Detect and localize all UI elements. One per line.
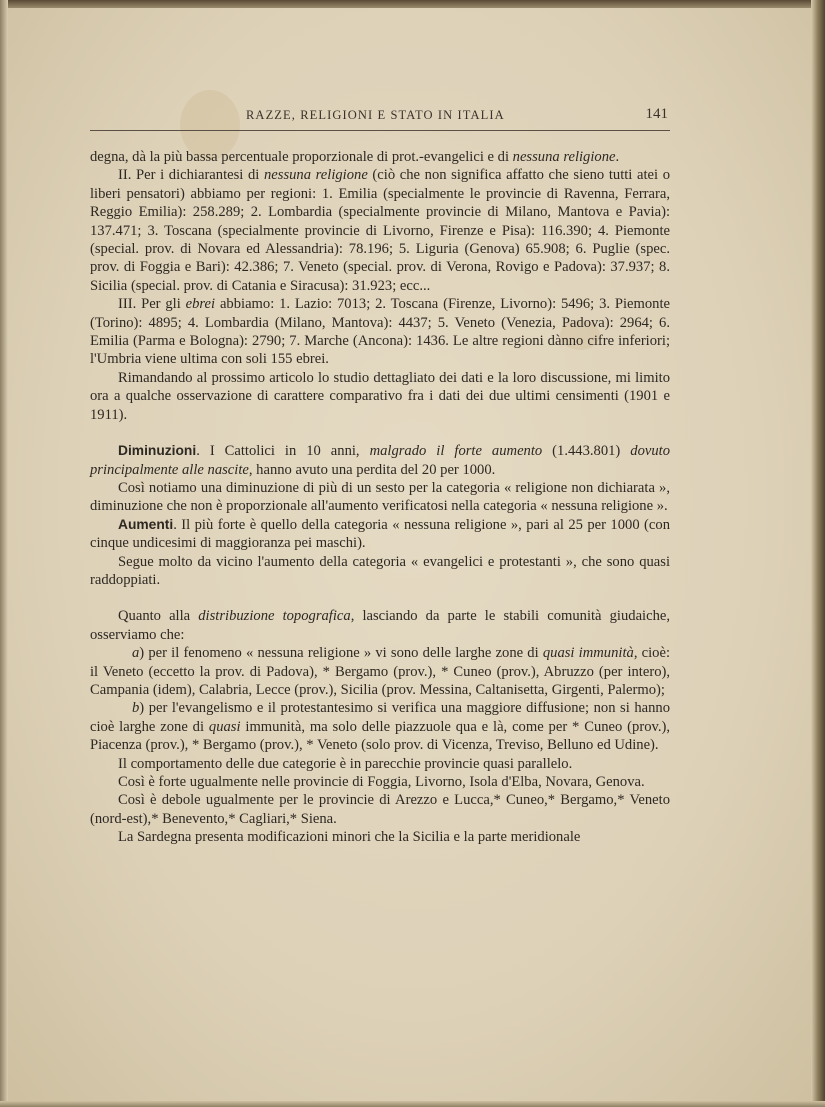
- page-right-edge: [811, 0, 825, 1107]
- italic-text: quasi: [208, 718, 241, 735]
- paragraph: [90, 479, 670, 516]
- paragraph: [90, 166, 670, 295]
- text-run: Così è forte ugualmente nelle provincie di Foggia, Livorno, Isola d'Elba, Novara, Genova.: [118, 774, 645, 790]
- paragraph: [90, 791, 670, 828]
- text-run: II. Per i dichiarantesi di: [118, 167, 264, 184]
- paragraph: [90, 148, 670, 166]
- text-run: . Il più forte è quello della categoria « nessuna religione », pari al 25 per 1000 (con cinque undicesimi di maggioranza pei maschi).: [90, 516, 670, 552]
- text-run: Il comportamento delle due categorie è in parecchie provincie quasi parallelo.: [118, 755, 573, 772]
- page-left-edge: [0, 0, 8, 1107]
- text-run: .: [615, 149, 620, 165]
- text-run: . I Cattolici in 10 anni,: [196, 443, 370, 460]
- text-run: degna, dà la più bassa percentuale proporzionale di prot.-evangelici e di: [90, 149, 513, 165]
- page-number: 141: [645, 106, 668, 122]
- text-run: immunità, ma solo delle piazzuole qua e là, come per * Cuneo (prov.), Piacenza (prov.), * Bergamo (prov.), * Veneto (solo prov. di Vicenza, Treviso, Belluno ed Udine).: [90, 718, 670, 754]
- running-header: [90, 106, 670, 128]
- italic-text: a: [132, 645, 140, 662]
- page-top-edge: [0, 0, 825, 8]
- italic-text: b: [132, 700, 140, 717]
- section-label: Diminuzioni: [118, 443, 197, 459]
- italic-text: dovuto principalmente alle nascite: [90, 443, 670, 478]
- text-run: Segue molto da vicino l'aumento della categoria « evangelici e protestanti », che sono quasi raddoppiati.: [90, 553, 670, 588]
- text-run: , cioè: il Veneto (eccetto la prov. di Padova), * Bergamo (prov.), * Cuneo (prov.), Abruzzo (per intero), Campania (idem), Calabria, Lecce (prov.), Sicilia (prov. Messina, Caltanisetta, Girgenti, Palermo);: [90, 645, 671, 698]
- text-run: La Sardegna presenta modificazioni minori che la Sicilia e la parte meridionale: [118, 829, 581, 846]
- paragraph-spacer: [90, 589, 670, 607]
- paragraph: [90, 442, 670, 479]
- paragraph: [90, 369, 670, 424]
- italic-text: malgrado il forte aumento: [369, 443, 543, 460]
- text-run: Così è debole ugualmente per le provincie di Arezzo e Lucca,* Cuneo,* Bergamo,* Veneto (nord-est),* Benevento,* Cagliari,* Siena.: [90, 792, 670, 827]
- italic-text: nessuna religione: [512, 149, 616, 165]
- text-run: Quanto alla: [118, 608, 199, 625]
- paragraph: [90, 607, 670, 644]
- text-run: , hanno avuto una perdita del 20 per 1000.: [248, 461, 496, 478]
- italic-text: quasi immunità: [542, 645, 634, 662]
- italic-text: ebrei: [185, 296, 216, 313]
- running-title: RAZZE, RELIGIONI E STATO IN ITALIA: [246, 108, 505, 122]
- text-run: (1.443.801): [542, 443, 631, 460]
- text-run: Così notiamo una diminuzione di più di un sesto per la categoria « religione non dichiarata », diminuzione che non è proporzionale all'aumento verificatosi nella categoria « nessuna religione ».: [90, 479, 670, 515]
- text-run: Rimandando al prossimo articolo lo studio dettagliato dei dati e la loro discussione, mi limito ora a qualche osservazione di carattere comparativo fra i dati dei due ultimi censimenti (1901 e 1911).: [90, 369, 670, 423]
- paragraph: [90, 553, 670, 590]
- text-run: (ciò che non significa affatto che sieno tutti atei o liberi pensatori) abbiamo per regioni: 1. Emilia (specialmente le provincie di Ravenna, Ferrara, Reggio Emilia): 258.289; 2. Lombardia (specialmente provincie di Milano, Mantova e Pavia): 137.471; 3. Toscana (specialmente provincie di Livorno, Firenze e Pisa): 116.390; 4. Piemonte (special. prov. di Novara ed Alessandria): 78.196; 5. Liguria (Genova) 65.908; 6. Puglie (spec. prov. di Foggia e Bari): 42.386; 7. Veneto (special. prov. di Verona, Rovigo e Padova): 37.937; 8. Sicilia (special. prov. di Catania e Siracusa): 31.923; ecc...: [90, 167, 670, 294]
- header-rule: [90, 130, 670, 131]
- italic-text: nessuna religione: [263, 167, 368, 184]
- paragraph: [90, 295, 670, 369]
- paragraph: [90, 644, 670, 699]
- paragraph-spacer: [90, 424, 670, 442]
- text-run: abbiamo: 1. Lazio: 7013; 2. Toscana (Firenze, Livorno): 5496; 3. Piemonte (Torino): 4895; 4. Lombardia (Milano, Mantova): 4437; 5. Veneto (Venezia, Padova): 2964; 6. Emilia (Parma e Bologna): 2790; 7. Marche (Ancona): 1436. Le altre regioni dànno cifre inferiori; l'Umbria viene ultima con soli 155 ebrei.: [90, 296, 670, 368]
- text-run: , lasciando da parte le stabili comunità giudaiche, osserviamo che:: [90, 608, 671, 643]
- italic-text: distribuzione topografica: [198, 608, 351, 625]
- text-run: III. Per gli: [118, 296, 186, 313]
- section-label: Aumenti: [118, 516, 174, 532]
- text-run: ) per il fenomeno « nessuna religione » vi sono delle larghe zone di: [139, 645, 543, 662]
- paragraph: [90, 755, 670, 773]
- paragraph: [90, 516, 670, 553]
- paragraph: [90, 773, 670, 791]
- paragraph: [90, 828, 670, 846]
- text-run: ) per l'evangelismo e il protestantesimo si verifica una maggiore diffusione; non si hanno cioè larghe zone di: [90, 700, 670, 735]
- body-text: [90, 148, 670, 847]
- paragraph: [90, 699, 670, 754]
- page-bottom-edge: [0, 1101, 825, 1107]
